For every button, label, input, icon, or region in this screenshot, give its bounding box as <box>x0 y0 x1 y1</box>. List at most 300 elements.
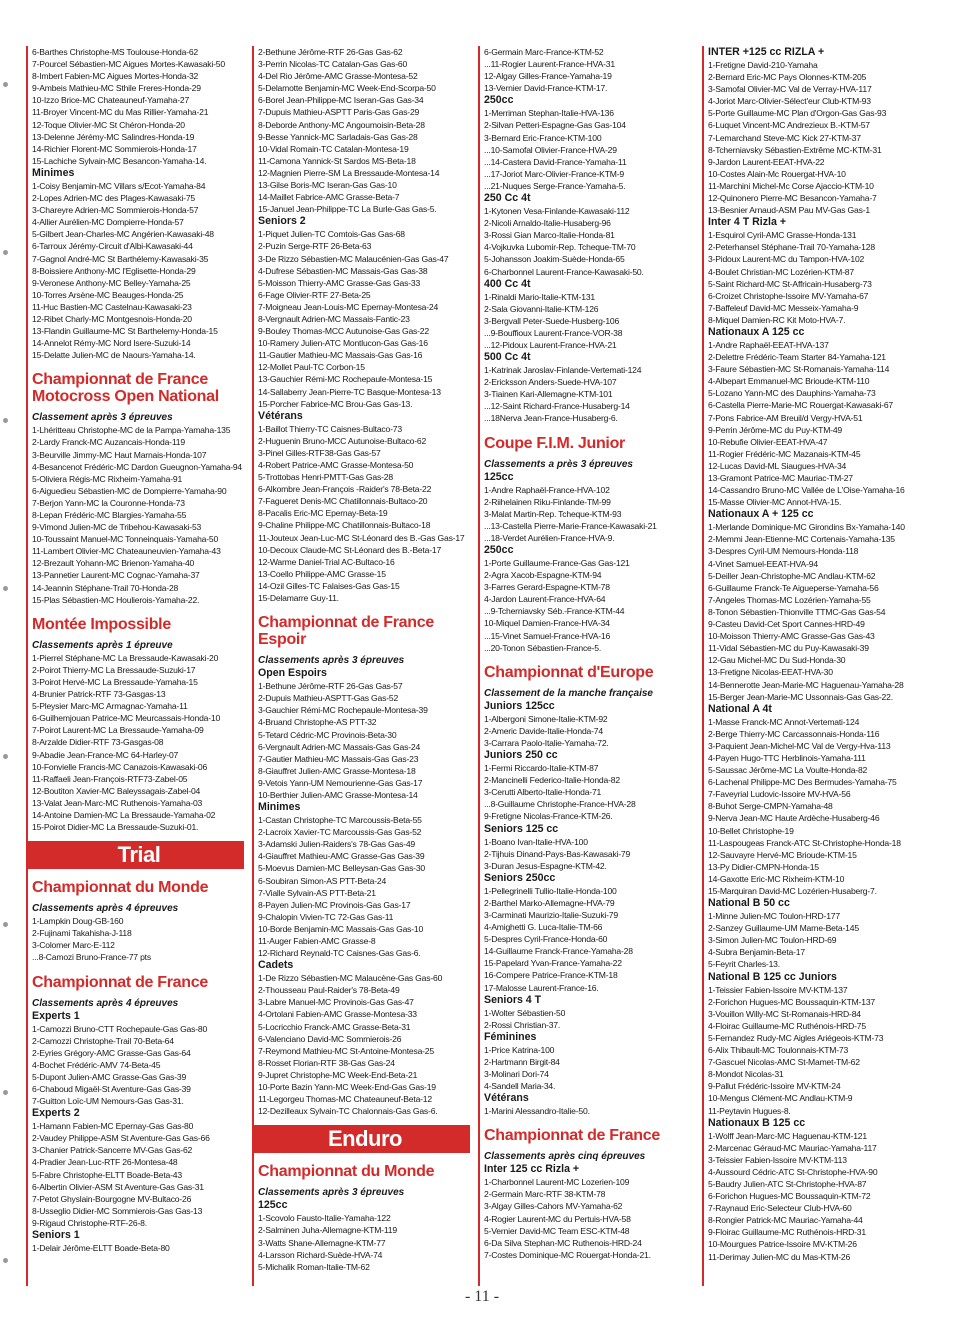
result-line: 13-Delenne Jérémy-MC Salindres-Honda-19 <box>32 131 195 142</box>
result-line: 10-Decoux Claude-MC St-Léonard des B.-Beta-17 <box>258 544 442 555</box>
category-heading: 250cc <box>484 94 514 107</box>
result-line: 10-Izzo Brice-MC Chateauneuf-Yamaha-27 <box>32 95 190 106</box>
result-line: 6-Barthes Christophe-MS Toulouse-Honda-62 <box>32 47 198 57</box>
result-line: 7-Fagueret Denis-MC Chatillonnais-Bultaco-20 <box>258 496 428 507</box>
result-line: 4-Boulet Christian-MC Lozérien-KTM-87 <box>708 266 854 277</box>
result-line: 2-Marcenac Géraud-MC Mauriac-Yamaha-117 <box>708 1142 877 1153</box>
result-line: ...18-Verdet Aurélien-France-HVA-9. <box>484 532 615 543</box>
category-heading: 125cc <box>258 1199 288 1212</box>
result-line: 7-Petot Ghyslain-Bourgogne MV-Bultaco-26 <box>32 1193 192 1204</box>
result-line: 8-Pacalis Eric-MC Epernay-Beta-19 <box>258 508 388 519</box>
result-line: 9-Ambeis Mathieu-MC Sthile Freres-Honda-29 <box>32 83 201 94</box>
result-line: 5-Johansson Joakim-Suède-Honda-65 <box>484 254 625 265</box>
category-heading: Seniors 4 T <box>484 993 542 1006</box>
result-line: 1-Charbonnel Laurent-MC Lozerien-109 <box>484 1177 630 1188</box>
result-line: 2-Hartmann Birgit-84 <box>484 1056 560 1067</box>
result-line: 1-Coisy Benjamin-MC Villars s/Ecot-Yamaha-84 <box>32 180 206 191</box>
result-line: 2-Vaudey Philippe-ASM St Aventure-Gas Gas-66 <box>32 1133 210 1144</box>
result-line: 15-Marquiran David-MC Lozérien-Husaberg-7. <box>708 886 877 896</box>
standings-note: Classements après 4 épreuves <box>32 903 179 915</box>
result-line: 6-Da Silva Stephan-MC Ruthenois-HRD-24 <box>484 1237 642 1248</box>
result-line: 11-Broyer Vincent-MC du Mas Rillier-Yamaha-21 <box>32 107 209 118</box>
result-line: 10-Costes Alain-Mc Rouergat-HVA-10 <box>708 168 846 179</box>
result-line: 12-Richard Reynald-TC Caisnes-Gas Gas-6. <box>258 948 421 959</box>
result-line: 3-Samofal Olivier-MC Val de Verray-HVA-117 <box>708 84 872 95</box>
result-line: 4-Amighetti G. Luca-Italie-TM-66 <box>484 922 603 933</box>
championship-title: Championnat d'Europe <box>484 663 654 681</box>
result-line: 12-Algay Gilles-France-Yamaha-19 <box>484 71 612 82</box>
result-line: 4-Besancenot Frédéric-MC Dardon Gueugnon-Yamaha-94 <box>32 461 242 472</box>
result-line: 12-Dezilleaux Sylvain-TC Chalonnais-Gas Gas-6. <box>258 1106 438 1117</box>
result-line: 4-Rogier Laurent-MC du Pertuis-HVA-58 <box>484 1213 631 1224</box>
result-line: 1-Bethune Jérôme-RTF 26-Gas Gas-57 <box>258 681 403 692</box>
result-line: 3-Algay Gilles-Cahors MV-Yamaha-62 <box>484 1201 623 1212</box>
result-line: 11-Raffaeli Jean-François-RTF73-Zabel-05 <box>32 773 188 784</box>
result-line: 5-Baudry Julien-ATC St-Christophe-HVA-87 <box>708 1178 867 1189</box>
result-line: 13-Vernier David-France-KTM-17. <box>484 83 608 94</box>
result-line: 1-Minne Julien-MC Toulon-HRD-177 <box>708 911 840 922</box>
category-heading: Cadets <box>258 959 294 972</box>
result-line: 3-Malat Martin-Rep. Tcheque-KTM-93 <box>484 508 622 519</box>
category-heading: Inter 4 T Rizla + <box>708 216 787 229</box>
result-line: 13-Gilse Boris-MC Iseran-Gas Gas-10 <box>258 180 397 191</box>
standings-note: Classements après 1 épreuve <box>32 639 173 651</box>
result-line: 4-Floirac Guillaume-MC Ruthénois-HRD-75 <box>708 1020 866 1031</box>
result-line: 6-Fage Olivier-RTF 27-Beta-25 <box>258 289 371 300</box>
result-line: 9-Veronese Anthony-MC Belley-Yamaha-25 <box>32 277 191 288</box>
result-line: 11-Huc Bastien-MC Castelnau-Kawasaki-23 <box>32 301 192 312</box>
result-line: 4-Robert Patrice-AMC Grasse-Montesa-50 <box>258 460 414 470</box>
result-line: 1-Boano Ivan-Italie-HVA-100 <box>484 836 588 847</box>
result-line: 8-Imbert Fabien-MC Aigues Mortes-Honda-32 <box>32 71 199 82</box>
result-line: ...12-Pidoux Laurent-France-HVA-21 <box>484 339 617 350</box>
result-line: 2-Ericksson Anders-Suede-HVA-107 <box>484 377 617 388</box>
category-heading: Nationaux A + 125 cc <box>708 508 814 521</box>
result-line: 2-Americ Davide-Italie-Honda-74 <box>484 725 603 736</box>
result-line: 17-Malosse Laurent-France-16. <box>484 982 599 993</box>
result-line: 1-Albergoni Simone-Italie-KTM-92 <box>484 713 608 724</box>
result-line: 2-Puzin Serge-RTF 26-Beta-63 <box>258 241 372 252</box>
result-line: 11-Vidal Sébastien-MC du Puy-Kawasaki-39 <box>708 643 869 654</box>
result-line: 4-Pradier Jean-Luc-RTF 26-Montesa-48 <box>32 1157 178 1168</box>
result-line: 3-Pinel Gilles-RTF38-Gas Gas-57 <box>258 447 381 458</box>
result-line: 14-Ozil Gilles-TC Falaises-Gas Gas-15 <box>258 580 400 591</box>
category-heading: National B 125 cc Juniors <box>708 970 837 983</box>
result-line: 2-Poirot Thierry-MC La Bressaude-Suzuki-17 <box>32 664 196 675</box>
standings-note: Classements après 3 épreuves <box>258 655 405 667</box>
result-line: 4-Aussourd Cédric-ATC St-Christophe-HVA-90 <box>708 1166 878 1177</box>
result-line: 11-Laspougeas Franck-ATC St-Christophe-Honda-18 <box>708 837 901 848</box>
result-line: 4-Brunier Patrick-RTF 73-Gasgas-13 <box>32 689 166 700</box>
result-line: 10-Toussaint Manuel-MC Tonneinquais-Yamaha-50 <box>32 534 219 545</box>
result-line: 1-Marini Alessandro-Italie-50. <box>484 1106 590 1117</box>
result-line: 5-Lozano Yann-MC des Dauphins-Yamaha-73 <box>708 388 876 399</box>
result-line: 2-Bernard Eric-MC Pays Olonnes-KTM-205 <box>708 72 867 83</box>
result-line: 6-Borel Jean-Philippe-MC Iseran-Gas Gas-34 <box>258 95 424 106</box>
championship-title: Championnat de France <box>484 1127 660 1145</box>
result-line: 12-Toque Olivier-MC St Chéron-Honda-20 <box>32 119 185 130</box>
category-heading: 125cc <box>484 470 514 483</box>
result-line: 10-Ramery Julien-ATC Montlucon-Gas Gas-16 <box>258 338 428 349</box>
result-line: 1-Delair Jérôme-ELTT Boade-Beta-80 <box>32 1243 170 1254</box>
result-line: 12-Lucas David-ML Siaugues-HVA-34 <box>708 460 847 471</box>
result-line: 9-Chaline Philippe-MC Chatillonnais-Bultaco-18 <box>258 520 431 531</box>
result-line: 8-Rongier Patrick-MC Mauriac-Yamaha-44 <box>708 1215 863 1226</box>
result-line: 6-Vergnault Adrien-MC Massais-Gas Gas-24 <box>258 741 421 752</box>
result-line: ...9-Tcherniavsky Séb.-France-KTM-44 <box>484 606 625 617</box>
result-line: 8-Vergnault Adrien-MC Massais-Fantic-23 <box>258 313 410 324</box>
category-heading: Vétérans <box>258 409 303 422</box>
category-heading: Seniors 1 <box>32 1229 80 1242</box>
championship-title: Championnat de France <box>32 973 208 991</box>
result-line: 6-Valenciano David-MC Sommierois-26 <box>258 1033 402 1044</box>
result-line: 2-Dupuis Mathieu-ASPTT-Gas Gas-52 <box>258 693 399 704</box>
binding-holes <box>0 0 10 1344</box>
championship-title: Championnat du Monde <box>32 879 209 897</box>
championship-title: Championnat de France Motocross Open National <box>32 371 219 406</box>
result-line: 5-Saussac Jérôme-MC La Voulte-Honda-82 <box>708 765 868 776</box>
result-line: 8-Tonon Sébastien-Thionville TTMC-Gas Gas-54 <box>708 606 886 617</box>
result-line: 6-Alkombre Jean-François -Raider's 78-Beta-22 <box>258 484 432 495</box>
result-line: 2-Bethune Jérôme-RTF 26-Gas Gas-62 <box>258 47 403 57</box>
result-line: 3-Faure Sébastien-MC St-Romanais-Yamaha-114 <box>708 364 890 375</box>
result-line: ...13-Castella Pierre-Marie-France-Kawasaki-21 <box>484 520 657 531</box>
result-line: 11-Derimay Julien-MC du Mas-KTM-26 <box>708 1251 851 1262</box>
result-line: 14-Antoine Damien-MC La Bressaude-Yamaha-02 <box>32 809 216 820</box>
result-line: 3-Simon Julien-MC Toulon-HRD-69 <box>708 935 837 946</box>
result-line: 1-Camozzi Bruno-CTT Rochepaule-Gas Gas-80 <box>32 1023 208 1034</box>
category-heading: Experts 2 <box>32 1107 80 1120</box>
result-line: 1-Katrinak Jaroslav-Finlande-Vertemati-124 <box>484 365 642 376</box>
result-line: 3-Pidoux Laurent-MC du Tampon-HVA-102 <box>708 254 865 265</box>
category-heading: INTER +125 cc RIZLA + <box>708 46 825 58</box>
result-line: 1-Lampkin Doug-GB-160 <box>32 916 124 927</box>
category-heading: 250cc <box>484 544 514 556</box>
result-line: 4-Joriot Marc-Olivier-Sélect'eur Club-KTM-93 <box>708 96 871 107</box>
result-line: 14-Cassandro Bruno-MC Vallée de L'Oise-Yamaha-16 <box>708 485 905 496</box>
result-line: 3-Paquient Jean-Michel-MC Val de Vergy-Hva-113 <box>708 740 891 751</box>
result-line: 2-Barthel Marko-Allemagne-HVA-79 <box>484 897 615 908</box>
result-line: ...10-Samofal Olivier-France-HVA-29 <box>484 144 617 155</box>
result-line: 6-Aiguedieu Sébastien-MC de Dompierre-Yamaha-90 <box>32 485 227 496</box>
result-line: 11-Jouteux Jean-Luc-MC St-Léonard des B.-Gas Gas-17 <box>258 532 465 543</box>
result-line: 10-Miquel Damien-France-HVA-34 <box>484 618 610 629</box>
result-line: 2-Huguenin Bruno-MCC Autunoise-Bultaco-62 <box>258 435 427 446</box>
result-line: 9-Vetois Yann-UM Nemourienne-Gas Gas-17 <box>258 777 423 788</box>
result-line: 4-Allier Aurélien-MC Dompierre-Honda-57 <box>32 217 184 228</box>
result-line: 4-Dufrese Sébastien-MC Massais-Gas Gas-38 <box>258 265 428 276</box>
result-line: 9-Chalopin Vivien-TC 72-Gas Gas-11 <box>258 911 394 922</box>
result-line: 3-Bergvall Peter-Suede-Husberg-106 <box>484 315 620 326</box>
result-line: 1-Fermi Riccardo-Italie-KTM-87 <box>484 763 599 774</box>
result-line: 12-Warme Daniel-Trial AC-Bultaco-16 <box>258 556 395 567</box>
result-line: 3-Carrara Paolo-Italie-Yamaha-72. <box>484 737 609 748</box>
result-line: 13-Fretigne Nicolas-EEAT-HVA-30 <box>708 667 833 678</box>
result-line: 6-Tarroux Jérémy-Circuit d'Albi-Kawasaki-44 <box>32 241 193 252</box>
result-line: 1-Masse Franck-MC Annot-Vertemati-124 <box>708 716 860 727</box>
result-line: 8-Boissiere Anthony-MC l'Eglisette-Honda-29 <box>32 265 196 276</box>
result-line: 13-Gauchier Rémi-MC Rochepaule-Montesa-15 <box>258 374 433 385</box>
result-line: 3-Poirot Hervé-MC La Bressaude-Yamaha-15 <box>32 676 198 687</box>
results-page <box>26 46 956 1286</box>
result-line: 1-Fretigne David-210-Yamaha <box>708 60 818 70</box>
result-line: 7-Poirot Laurent-MC La Bressaude-Yamaha-09 <box>32 725 204 736</box>
result-line: 11-Lambert Olivier-MC Chateauneuvien-Yamaha-43 <box>32 546 221 557</box>
result-line: 6-Lachenal Philippe-MC Des Bermudes-Yamaha-75 <box>708 777 897 788</box>
category-heading: Nationaux B 125 cc <box>708 1116 806 1129</box>
result-line: 3-Duran Jesus-Espagne-KTM-42. <box>484 860 607 871</box>
result-line: 8-Giauffret Julien-AMC Grasse-Montesa-18 <box>258 765 416 776</box>
result-line: ...17-Joriot Marc-Olivier-France-KTM-9 <box>484 168 624 179</box>
result-line: 1-Scovolo Fausto-Italie-Yamaha-122 <box>258 1213 391 1224</box>
column-4 <box>702 46 956 1286</box>
result-line: 2-Thousseau Paul-Raider's 78-Beta-49 <box>258 985 400 996</box>
result-line: 2-Germain Marc-RTF 38-KTM-78 <box>484 1189 606 1200</box>
result-line: 4-Larsson Richard-Suède-HVA-74 <box>258 1249 383 1260</box>
result-line: 8-Tcherniavsky Sébastien-Extrême MC-KTM-31 <box>708 144 882 155</box>
result-line: ...14-Castera David-France-Yamaha-11 <box>484 156 627 167</box>
result-line: 6-Guillaume Franck-Te Aigueperse-Yamaha-56 <box>708 582 879 593</box>
result-line: 15-Poirot Didier-MC La Bressaude-Suzuki-01. <box>32 822 199 833</box>
standings-note: Classements après 3 épreuves <box>258 1187 405 1199</box>
result-line: 7-Gautier Mathieu-MC Massais-Gas Gas-23 <box>258 753 419 764</box>
result-line: 9-Rigaud Christophe-RTF-26-8. <box>32 1217 147 1228</box>
result-line: 9-Besse Yannick-MC Sarladais-Gas Gas-28 <box>258 131 418 142</box>
result-line: 6-Germain Marc-France-KTM-52 <box>484 47 604 57</box>
result-line: 5-Moisson Thierry-AMC Grasse-Gas Gas-33 <box>258 277 421 288</box>
result-line: 13-Py Didier-CMPN-Honda-15 <box>708 861 819 872</box>
result-line: 12-Magnien Pierre-SM La Bressaude-Montesa-14 <box>258 167 440 178</box>
championship-title: Championnat de France Espoir <box>258 614 434 649</box>
result-line: 14-Annelot Rémy-MC Nord Isere-Suzuki-14 <box>32 338 191 349</box>
result-line: 11-Legorgeu Thomas-MC Chateauneuf-Beta-12 <box>258 1094 432 1105</box>
result-line: 1-Lhéritteau Christophe-MC de la Pampa-Yamaha-135 <box>32 425 231 436</box>
page-number: - 11 - <box>464 1288 500 1305</box>
result-line: 12-Mollet Paul-TC Corbon-15 <box>258 362 365 373</box>
result-line: 13-Gramont Patrice-MC Mauriac-TM-27 <box>708 473 853 483</box>
result-line: 10-Fonvielle Francis-MC Canazois-Kawasaki-06 <box>32 761 208 772</box>
result-line: 3-Tiainen Kari-Allemagne-KTM-101 <box>484 389 613 400</box>
result-line: 8-Buhot Serge-CMPN-Yamaha-48 <box>708 801 833 812</box>
result-line: 9-Nerva Jean-MC Haute Ardèche-Husaberg-46 <box>708 813 880 824</box>
result-line: 3-Watts Shane-Allemagne-KTM-77 <box>258 1237 386 1248</box>
result-line: 15-Porcher Fabrice-MC Brou-Gas Gas-13. <box>258 398 413 409</box>
result-line: 7-Vialle Sylvain-AS PTT-Beta-21 <box>258 887 376 898</box>
result-line: 11-Camona Yannick-St Sardos MS-Beta-18 <box>258 155 416 166</box>
result-line: 2-Forichon Hugues-MC Boussaquin-KTM-137 <box>708 996 876 1007</box>
result-line: 7-Faveyrial Ludovic-Issoire MV-HVA-56 <box>708 789 851 800</box>
result-line: 4-Ortolani Fabien-AMC Grasse-Montesa-33 <box>258 1009 417 1020</box>
result-line: 7-Moigneau Jean-Louis-MC Epernay-Montesa-24 <box>258 301 439 312</box>
category-heading: Experts 1 <box>32 1009 80 1022</box>
category-heading: Juniors 250 cc <box>484 749 558 762</box>
result-line: 1-Kytonen Vesa-Finlande-Kawasaki-112 <box>484 206 630 217</box>
result-line: 4-Albepart Emmanuel-MC Brioude-KTM-110 <box>708 376 870 387</box>
result-line: 5-Delamotte Benjamin-MC Week-End-Scorpa-50 <box>258 83 436 94</box>
result-line: 14-Gaxotte Eric-MC Rixheim-KTM-10 <box>708 873 845 884</box>
result-line: 7-Pons Fabrice-AM Breuil/d Vergy-HVA-51 <box>708 412 863 423</box>
result-line: 13-Flandin Guillaume-MC St Barthelemy-Honda-15 <box>32 326 218 337</box>
result-line: 12-Gau Michel-MC Du Sud-Honda-30 <box>708 655 846 666</box>
result-line: 5-Feyrit Charles-13. <box>708 959 780 970</box>
result-line: 2-Sanzey Guillaume-UM Marne-Beta-145 <box>708 923 859 934</box>
result-line: 6-Croizet Christophe-Issoire MV-Yamaha-67 <box>708 290 869 301</box>
result-line: 10-Berthier Julien-AMC Grasse-Montesa-14 <box>258 789 418 800</box>
result-line: 2-Tijhuis Dinand-Pays-Bas-Kawasaki-79 <box>484 848 631 859</box>
category-heading: Inter 125 cc Rizla + <box>484 1163 580 1176</box>
result-line: 12-Quinonero Pierre-MC Besancon-Yamaha-7 <box>708 193 877 204</box>
result-line: 3-Teissier Fabien-Issoire MV-KTM-113 <box>708 1154 847 1165</box>
result-line: 9-Vimond Julien-MC de Tribehou-Kawasaki-53 <box>32 522 202 533</box>
championship-title: Championnat du Monde <box>258 1163 435 1181</box>
result-line: 14-Sallaberry Jean-Pierre-TC Basque-Montesa-13 <box>258 386 441 397</box>
result-line: 2-Lardy Franck-MC Auzancais-Honda-119 <box>32 437 185 448</box>
result-line: 10-Vidal Romain-TC Catalan-Montesa-19 <box>258 143 409 154</box>
result-line: 7-Angeles Thomas-MC Lozérien-Yamaha-55 <box>708 594 871 605</box>
result-line: 11-Marchini Michel-Mc Corse Ajaccio-KTM-10 <box>708 180 874 191</box>
result-line: 9-Pallut Frédéric-Issoire MV-KTM-24 <box>708 1081 841 1092</box>
result-line: 3-Cerutti Alberto-Italie-Honda-71 <box>484 787 602 798</box>
result-line: 3-Chareyre Adrien-MC Sommierois-Honda-57 <box>32 205 199 216</box>
result-line: 3-Labre Manuel-MC Provinois-Gas Gas-47 <box>258 997 414 1008</box>
result-line: 6-Albertin Olivier-ASM St Aventure-Gas Gas-31 <box>32 1181 204 1192</box>
result-line: 5-Trottobas Henri-PMTT-Gas Gas-28 <box>258 472 393 483</box>
result-line: ...15-Vinet Samuel-France-HVA-16 <box>484 630 611 641</box>
result-line: 6-Alix Thibault-MC Toulonnais-KTM-73 <box>708 1045 849 1056</box>
result-line: 5-Despres Cyril-France-Honda-60 <box>484 934 608 945</box>
result-line: 3-Bernard Eric-France-KTM-100 <box>484 132 602 143</box>
result-line: 8-Miquel Damien-RC Kit Moto-HVA-7. <box>708 314 846 325</box>
category-heading: 250 Cc 4t <box>484 192 531 205</box>
result-line: 1-Andre Raphaël-EEAT-HVA-137 <box>708 339 829 350</box>
result-line: 8-Mondot Nicolas-31 <box>708 1069 784 1080</box>
result-line: 3-Vouillon Willy-MC St-Romanais-HRD-84 <box>708 1008 861 1019</box>
result-line: 8-Rosset Florian-RTF 38-Gas Gas-24 <box>258 1057 395 1068</box>
result-line: 5-Locricchio Franck-AMC Grasse-Beta-31 <box>258 1021 411 1032</box>
result-line: 4-Subra Benjamin-Beta-17 <box>708 947 805 958</box>
result-line: 7-Lemarchand Steve-MC Kick 27-KTM-37 <box>708 132 861 143</box>
result-line: 15-Lachiche Sylvain-MC Besancon-Yamaha-14. <box>32 155 207 166</box>
result-line: 10-Porte Bazin Yann-MC Week-End-Gas Gas-19 <box>258 1082 436 1093</box>
result-line: 1-Castan Christophe-TC Marcoussis-Beta-55 <box>258 815 422 826</box>
result-line: 1-Esquirol Cyril-AMC Grasse-Honda-131 <box>708 230 857 241</box>
result-line: 1-Wolff Jean-Marc-MC Haguenau-KTM-121 <box>708 1130 867 1141</box>
result-line: 10-Mourgues Patrice-Issoire MV-KTM-26 <box>708 1239 857 1250</box>
result-line: 3-Colomer Marc-E-112 <box>32 940 115 951</box>
result-line: 5-Moevus Damien-MC Belleysan-Gas Gas-30 <box>258 863 425 874</box>
result-line: ...8-Camozi Bruno-France-77 pts <box>32 952 151 963</box>
result-line: 7-Raynaud Eric-Selecteur Club-HVA-60 <box>708 1203 852 1214</box>
result-line: 1-Wolter Sébastien-50 <box>484 1007 566 1018</box>
result-line: 9-Perrin Jérôme-MC du Puy-KTM-49 <box>708 424 842 435</box>
result-line: 2-Lacroix Xavier-TC Marcoussis-Gas Gas-52 <box>258 827 422 838</box>
result-line: 6-Soubiran Simon-AS PTT-Beta-24 <box>258 875 387 886</box>
result-line: 7-Gagnol André-MC St Barthélemy-Kawasaki-35 <box>32 253 209 264</box>
category-heading: National B 50 cc <box>708 897 790 910</box>
result-line: 8-Usseglio Didier-MC Sommierois-Gas Gas-13 <box>32 1205 203 1216</box>
standings-note: Classement après 3 épreuves <box>32 412 173 424</box>
result-line: 9-Jardon Laurent-EEAT-HVA-22 <box>708 156 825 167</box>
result-line: 5-Michalik Roman-Italie-TM-62 <box>258 1261 370 1272</box>
championship-title: Montée Impossible <box>32 615 171 633</box>
result-line: 9-Abadie Jean-France-MC 64-Harley-07 <box>32 749 179 760</box>
result-line: 14-Richier Florent-MC Sommierois-Honda-17 <box>32 143 197 154</box>
result-line: 10-Torres Arsène-MC Beauges-Honda-25 <box>32 289 184 300</box>
result-line: 1-Merlande Dominique-MC Girondins Bx-Yamaha-140 <box>708 522 905 533</box>
category-heading: Vétérans <box>484 1092 529 1105</box>
result-line: ...11-Rogier Laurent-France-HVA-31 <box>484 59 615 70</box>
result-line: 7-Berjon Yann-MC la Couronne-Honda-73 <box>32 497 185 508</box>
category-heading: 500 Cc 4t <box>484 351 531 364</box>
category-heading: Minimes <box>258 801 301 814</box>
result-line: 1-Baillot Thierry-TC Caisnes-Bultaco-73 <box>258 423 402 434</box>
result-line: 9-Casteu David-Cet Sport Cannes-HRD-49 <box>708 619 865 630</box>
category-heading: Seniors 2 <box>258 215 306 228</box>
result-line: 1-Teissier Fabien-Issoire MV-KTM-137 <box>708 984 848 995</box>
result-line: 3-Despres Cyril-UM Nemours-Honda-118 <box>708 546 859 557</box>
discipline-banner: Enduro <box>254 1125 470 1153</box>
result-line: 4-Del Rio Jérôme-AMC Grasse-Montesa-52 <box>258 71 418 82</box>
result-line: 6-Luquet Vincent-MC Andrezieux B.-KTM-57 <box>708 120 870 131</box>
result-line: ...9-Bouffioux Laurent-France-VOR-38 <box>484 327 623 338</box>
result-line: 14-Jeannin Stéphane-Trail 70-Honda-28 <box>32 582 179 593</box>
result-line: 5-Deiller Jean-Christophe-MC Andlau-KTM-62 <box>708 570 876 581</box>
result-line: 10-Borde Benjamin-MC Massais-Gas Gas-10 <box>258 923 424 934</box>
result-line: 4-Jardon Laurent-France-HVA-64 <box>484 594 606 605</box>
result-line: 2-Fujinami Takahisha-J-118 <box>32 928 132 939</box>
result-line: 13-Coello Philippe-AMC Grasse-15 <box>258 568 386 579</box>
standings-note: Classements après cinq épreuves <box>484 1151 646 1163</box>
result-line: 10-Moisson Thierry-AMC Grasse-Gas Gas-43 <box>708 631 875 642</box>
result-line: 10-Bellet Christophe-19 <box>708 825 794 836</box>
result-line: 13-Pannetier Laurent-MC Cognac-Yamaha-37 <box>32 570 200 581</box>
category-heading: Seniors 250cc <box>484 871 556 884</box>
result-line: 8-Deborde Anthony-MC Angoumoisin-Beta-28 <box>258 119 425 130</box>
category-heading: Seniors 125 cc <box>484 822 559 835</box>
result-line: 6-Forichon Hugues-MC Boussaquin-KTM-72 <box>708 1191 871 1202</box>
result-line: 5-Pleysier Marc-MC Armagnac-Yamaha-11 <box>32 701 188 712</box>
result-line: 3-Farres Gerard-Espagne-KTM-78 <box>484 582 610 593</box>
result-line: 5-Porte Guillaume-MC Plan d'Orgon-Gas Gas-93 <box>708 108 887 119</box>
result-line: 4-Payen Hugo-TTC Herblinois-Yamaha-111 <box>708 752 866 763</box>
result-line: 14-Guillaume Franck-France-Yamaha-28 <box>484 946 633 957</box>
result-line: 3-Molinari Dori-74 <box>484 1069 549 1079</box>
result-line: 6-Charbonnel Laurent-France-Kawasaki-50. <box>484 266 644 277</box>
category-heading: Open Espoirs <box>258 667 327 680</box>
result-line: 6-Castella Pierre-Marie-MC Rouergat-Kawasaki-67 <box>708 400 893 411</box>
result-line: 15-Plas Sébastien-MC Houlierois-Yamaha-22. <box>32 594 200 605</box>
result-line: 2-Rossi Christian-37. <box>484 1019 561 1030</box>
result-line: ...18Nerva Jean-France-Husaberg-6. <box>484 413 618 424</box>
result-line: 7-Costes Dominique-MC Rouergat-Honda-21. <box>484 1249 651 1260</box>
result-line: 8-Lepan Frédéric-MC Blargies-Yamaha-55 <box>32 510 187 520</box>
result-line: 11-Peytavin Hugues-8. <box>708 1105 791 1116</box>
result-line: 9-Fretigne Nicolas-France-KTM-26. <box>484 811 613 822</box>
result-line: 1-Pellegrinelli Tullio-Italie-Honda-100 <box>484 885 617 896</box>
result-line: 14-Bennerotte Jean-Marie-MC Haguenau-Yamaha-28 <box>708 679 904 690</box>
result-line: ...21-Nuques Serge-France-Yamaha-5. <box>484 180 626 191</box>
column-1 <box>26 46 244 1286</box>
standings-note: Classements après 4 épreuves <box>32 997 179 1009</box>
result-line: 1-Piquet Julien-TC Comtois-Gas Gas-68 <box>258 229 405 240</box>
result-line: 3-Perrin Nicolas-TC Catalan-Gas Gas-60 <box>258 59 408 70</box>
result-line: 1-Andre Raphaël-France-HVA-102 <box>484 484 610 495</box>
result-line: 2-Sala Giovanni-Italie-KTM-126 <box>484 303 599 314</box>
category-heading: Juniors 125cc <box>484 699 555 712</box>
result-line: 7-Gascuel Nicolas-AMC St-Mamet-TM-62 <box>708 1057 860 1068</box>
result-line: 11-Auger Fabien-AMC Grasse-8 <box>258 936 376 946</box>
result-line: 15-Januel Jean-Philippe-TC La Burle-Gas Gas-5. <box>258 204 437 215</box>
